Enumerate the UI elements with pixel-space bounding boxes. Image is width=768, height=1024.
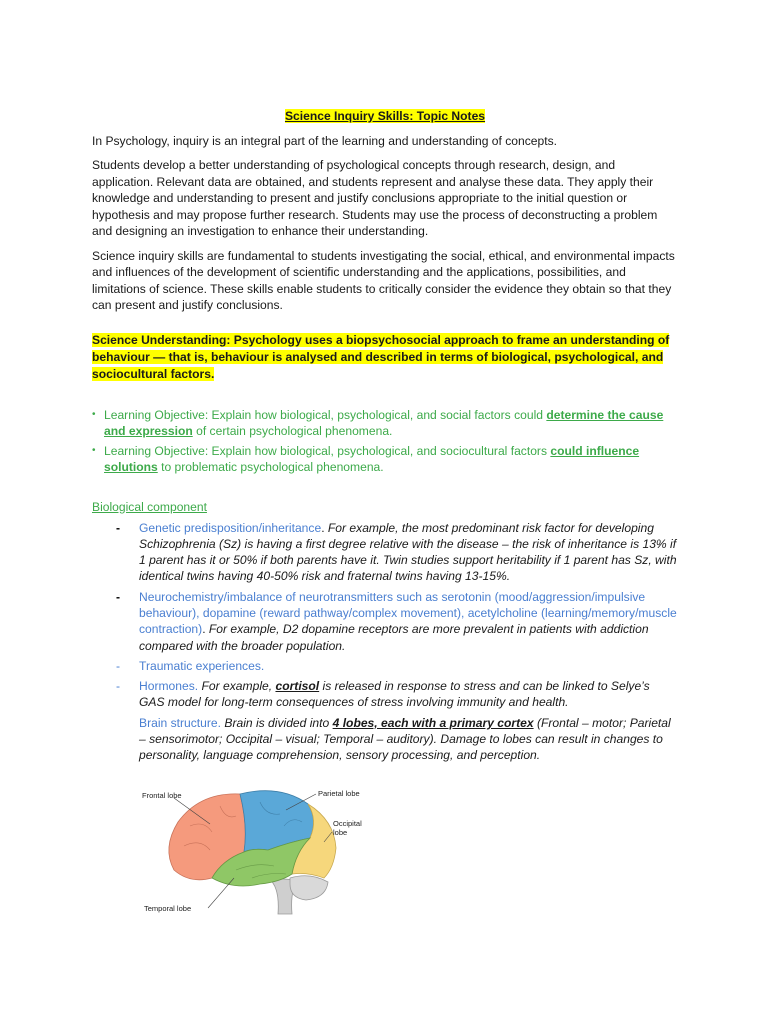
component-hormones: - Hormones. For example, cortisol is released in response to stress and can be linked to Selye’s GAS model for long-term consequences of stress involving immunity and health. (116, 679, 650, 710)
component-brain-structure: Brain structure. Brain is divided into 4 lobes, each with a primary cortex (Frontal – motor; Parietal – sensorimotor; Occipital – visual; Temporal – auditory). Damage to lobes can result in changes to personality, language comprehension, sensory processing, and perception. (139, 715, 671, 763)
component-traumatic: - Traumatic experiences. (116, 658, 265, 673)
page-title: Science Inquiry Skills: Topic Notes (284, 109, 486, 123)
dash-marker: - (116, 679, 121, 694)
dash-marker: - (116, 658, 121, 673)
biological-component-heading: Biological component (92, 499, 207, 514)
label-occipital-lobe-2: lobe (333, 828, 348, 837)
learning-objective-1: • Learning Objective: Explain how biological, psychological, and social factors could determine the cause and expression of certain psychological phenomena. (92, 407, 678, 440)
learning-objectives (92, 407, 678, 476)
dash-marker: - (116, 520, 121, 535)
component-genetic: - Genetic predisposition/inheritance. For example, the most predominant risk factor for developing Schizophrenia (Sz) is having a first degree relative with the disease – the risk of inheritance is 13% if 1 parent has it or 50% if both parents have it. Twin studies support heritability if 1 parent has Sz, with identical twins having 40-50% risk and fraternal twins having 13-15%. (116, 520, 677, 584)
label-frontal-lobe: Frontal lobe (142, 791, 182, 800)
label-parietal-lobe: Parietal lobe (318, 789, 360, 798)
document-page (92, 108, 678, 768)
brain-lobes-diagram (140, 786, 380, 916)
label-temporal-lobe: Temporal lobe (144, 904, 192, 913)
paragraph-students: Students develop a better understanding of psychological concepts through research, design, and application. Relevant data are obtained, and students represent and analyse these data. They apply their knowledge and understanding to present and justify conclusions appropriate to the initial question or hypothesis and may propose further research. Students may use the process of deconstructing a problem and designing an investigation to enhance their understanding. (92, 158, 658, 238)
science-understanding: Science Understanding: Psychology uses a biopsychosocial approach to frame an understanding of behaviour — that is, behaviour is analysed and described in terms of biological, psychological, and sociocultural factors. (92, 332, 670, 381)
dash-marker: - (116, 589, 121, 604)
label-occipital-lobe: Occipital (333, 819, 362, 828)
cerebellum (290, 876, 328, 900)
brain-illustration (140, 786, 380, 916)
biological-components-list (92, 520, 678, 764)
learning-objective-2: • Learning Objective: Explain how biological, psychological, and sociocultural factors could influence solutions to problematic psychological phenomena. (92, 443, 678, 476)
paragraph-inquiry-skills: Science inquiry skills are fundamental to students investigating the social, ethical, and environmental impacts and influences of the development of scientific understanding and the applications, possibilities, and limitations of science. These skills enable students to critically consider the evidence they obtain so that they can present and justify conclusions. (92, 248, 675, 312)
intro-paragraph: In Psychology, inquiry is an integral part of the learning and understanding of concepts. (92, 133, 558, 148)
component-neurochemistry: - Neurochemistry/imbalance of neurotransmitters such as serotonin (mood/aggression/impulsive behaviour), dopamine (reward pathway/complex movement), acetylcholine (learning/memory/muscle contraction). For example, D2 dopamine receptors are more prevalent in patients with addiction compared with the broader population. (116, 589, 677, 653)
